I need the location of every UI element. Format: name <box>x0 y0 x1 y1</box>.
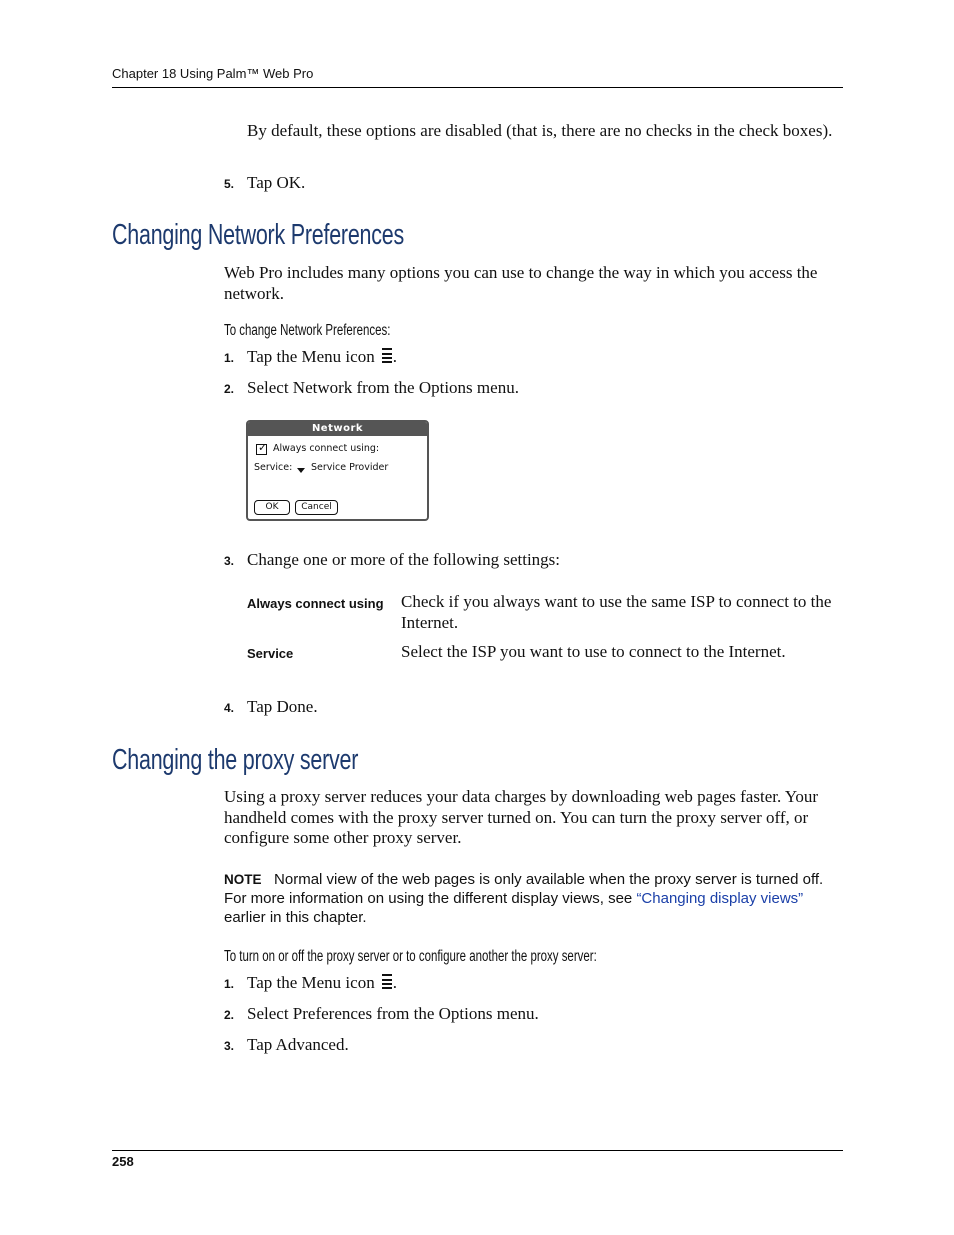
page-number: 258 <box>112 1154 134 1169</box>
step-text: Select Preferences from the Options menu. <box>247 1004 539 1023</box>
step-text: Select Network from the Options menu. <box>247 378 519 397</box>
intro-paragraph: By default, these options are disabled (that is, there are no checks in the check boxes). <box>247 121 833 140</box>
menu-icon <box>381 348 393 364</box>
display-views-link[interactable]: “Changing display views” <box>636 890 804 907</box>
service-value[interactable]: Service Provider <box>311 462 389 473</box>
always-connect-checkbox[interactable] <box>256 441 268 455</box>
note-text-after: earlier in this chapter. <box>224 909 367 926</box>
section-paragraph: Web Pro includes many options you can use to change the way in which you access the network. <box>224 263 818 303</box>
step-number: 2. <box>224 1008 235 1022</box>
step-label: Tap the Menu icon <box>247 973 375 992</box>
step-suffix: . <box>392 347 397 366</box>
footer-rule <box>112 1150 843 1151</box>
step-label: Tap the Menu icon <box>247 347 375 366</box>
note <box>224 870 843 927</box>
checkbox-label: Always connect using: <box>273 443 380 454</box>
dropdown-arrow-icon[interactable] <box>297 468 305 473</box>
network-dialog <box>246 420 429 521</box>
step-number: 2. <box>224 382 235 396</box>
step-text: Tap Advanced. <box>247 1035 349 1054</box>
step-text: Tap Done. <box>247 697 318 716</box>
cancel-button[interactable]: Cancel <box>295 500 338 515</box>
step-text: Change one or more of the following settings: <box>247 550 561 569</box>
note-text: Normal view of the web pages is only available when the proxy server is turned off. For more information on using the different display views, see <box>224 871 824 907</box>
section-heading: Changing Network Preferences <box>112 219 404 251</box>
setting-description: Check if you always want to use the same ISP to connect to the Internet. <box>401 592 832 632</box>
setting-description: Select the ISP you want to use to connect to the Internet. <box>401 642 786 661</box>
procedure-title: To turn on or off the proxy server or to configure another the proxy server: <box>224 948 597 965</box>
setting-term: Service <box>247 646 294 661</box>
setting-term: Always connect using <box>247 596 384 611</box>
note-label: NOTE <box>224 872 262 887</box>
section-paragraph: Using a proxy server reduces your data charges by downloading web pages faster. Your handheld comes with the proxy server turned on. You can turn the proxy server off, or configure some other proxy server. <box>224 787 819 847</box>
section-heading: Changing the proxy server <box>112 744 359 776</box>
step-number: 3. <box>224 1039 235 1053</box>
procedure-title: To change Network Preferences: <box>224 322 391 339</box>
step-text <box>247 347 397 368</box>
step-number: 4. <box>224 701 235 715</box>
step-number: 5. <box>224 177 235 191</box>
service-label: Service: <box>254 462 293 473</box>
ok-button[interactable]: OK <box>254 500 290 515</box>
header-rule <box>112 87 843 88</box>
step-suffix: . <box>392 973 397 992</box>
step-number: 1. <box>224 351 235 365</box>
step-number: 1. <box>224 977 235 991</box>
running-head: Chapter 18 Using Palm™ Web Pro <box>112 66 314 81</box>
step-text <box>247 973 397 994</box>
dialog-title: Network <box>248 422 427 436</box>
step-number: 3. <box>224 554 235 568</box>
check-mark-icon: ✓ <box>258 441 268 454</box>
step-text: Tap OK. <box>247 173 306 192</box>
menu-icon <box>381 974 393 990</box>
